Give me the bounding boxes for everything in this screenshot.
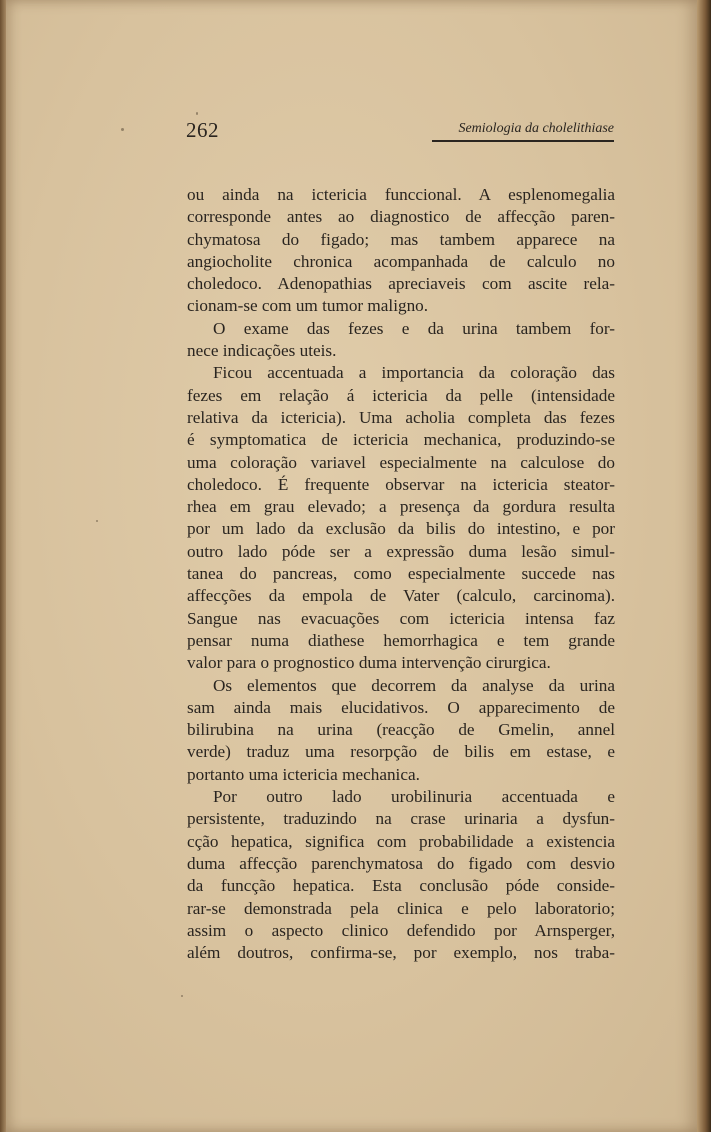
- text-line: corresponde antes ao diagnostico de affecção paren-: [187, 207, 615, 227]
- text-line: Sangue nas evacuações com ictericia intensa faz: [187, 608, 615, 628]
- text-line: ou ainda na ictericia funccional. A esplenomegalia: [187, 185, 615, 204]
- text-line: chymatosa do figado; mas tambem apparece na: [187, 229, 615, 249]
- text-line: valor para o prognostico duma intervenção cirurgica.: [187, 653, 551, 673]
- text-line: uma coloração variavel especialmente na calculose do: [187, 452, 615, 472]
- text-line: bilirubina na urina (reacção de Gmelin, annel: [187, 720, 615, 740]
- text-line: duma affecção parenchymatosa do figado com desvio: [187, 853, 615, 873]
- text-line: rar-se demonstrada pela clinica e pelo laboratorio;: [187, 898, 615, 918]
- text-line: além doutros, confirma-se, por exemplo, nos traba-: [187, 943, 615, 963]
- text-line: verde) traduz uma resorpção de bilis em estase, e: [187, 742, 615, 762]
- text-line: relativa da ictericia). Uma acholia completa das fezes: [187, 407, 615, 427]
- text-line: Os elementos que decorrem da analyse da urina: [213, 675, 615, 695]
- text-line: cção hepatica, significa com probabilidade a existencia: [187, 831, 615, 851]
- text-line: pensar numa diathese hemorrhagica e tem grande: [187, 630, 615, 650]
- text-line: por um lado da exclusão da bilis do intestino, e por: [187, 519, 615, 539]
- page-number: 262: [186, 118, 219, 142]
- text-line: é symptomatica de ictericia mechanica, produzindo-se: [187, 430, 615, 450]
- text-line: persistente, traduzindo na crase urinaria a dysfun-: [187, 809, 615, 829]
- header-rule: [432, 140, 614, 142]
- text-line: sam ainda mais elucidativos. O apparecimento de: [187, 697, 615, 717]
- body-text: [187, 184, 615, 964]
- text-line: portanto uma ictericia mechanica.: [187, 764, 420, 784]
- text-line: tanea do pancreas, como especialmente succede nas: [187, 564, 615, 584]
- text-line: choledoco. Adenopathias apreciaveis com ascite rela-: [187, 274, 615, 294]
- text-line: choledoco. É frequente observar na ictericia steator-: [187, 474, 615, 494]
- text-line: affecções da empola de Vater (calculo, carcinoma).: [187, 586, 615, 606]
- text-line: outro lado póde ser a expressão duma lesão simul-: [187, 541, 615, 561]
- text-line: Por outro lado urobilinuria accentuada e: [213, 787, 615, 807]
- text-line: fezes em relação á ictericia da pelle (intensidade: [187, 385, 615, 405]
- page-right-edge: [697, 0, 711, 1132]
- text-line: angiocholite chronica acompanhada de calculo no: [187, 251, 615, 271]
- text-line: cionam-se com um tumor maligno.: [187, 296, 429, 316]
- text-line: rhea em grau elevado; a presença da gordura resulta: [187, 497, 615, 517]
- text-line: Ficou accentuada a importancia da coloração das: [213, 363, 615, 383]
- text-line: nece indicações uteis.: [187, 341, 337, 361]
- page-header: [186, 118, 614, 144]
- text-line: da funcção hepatica. Esta conclusão póde conside-: [187, 876, 615, 896]
- running-title: Semiologia da cholelithiase: [458, 121, 614, 136]
- text-line: O exame das fezes e da urina tambem for-: [213, 318, 615, 338]
- text-line: assim o aspecto clinico defendido por Arnsperger,: [187, 920, 615, 940]
